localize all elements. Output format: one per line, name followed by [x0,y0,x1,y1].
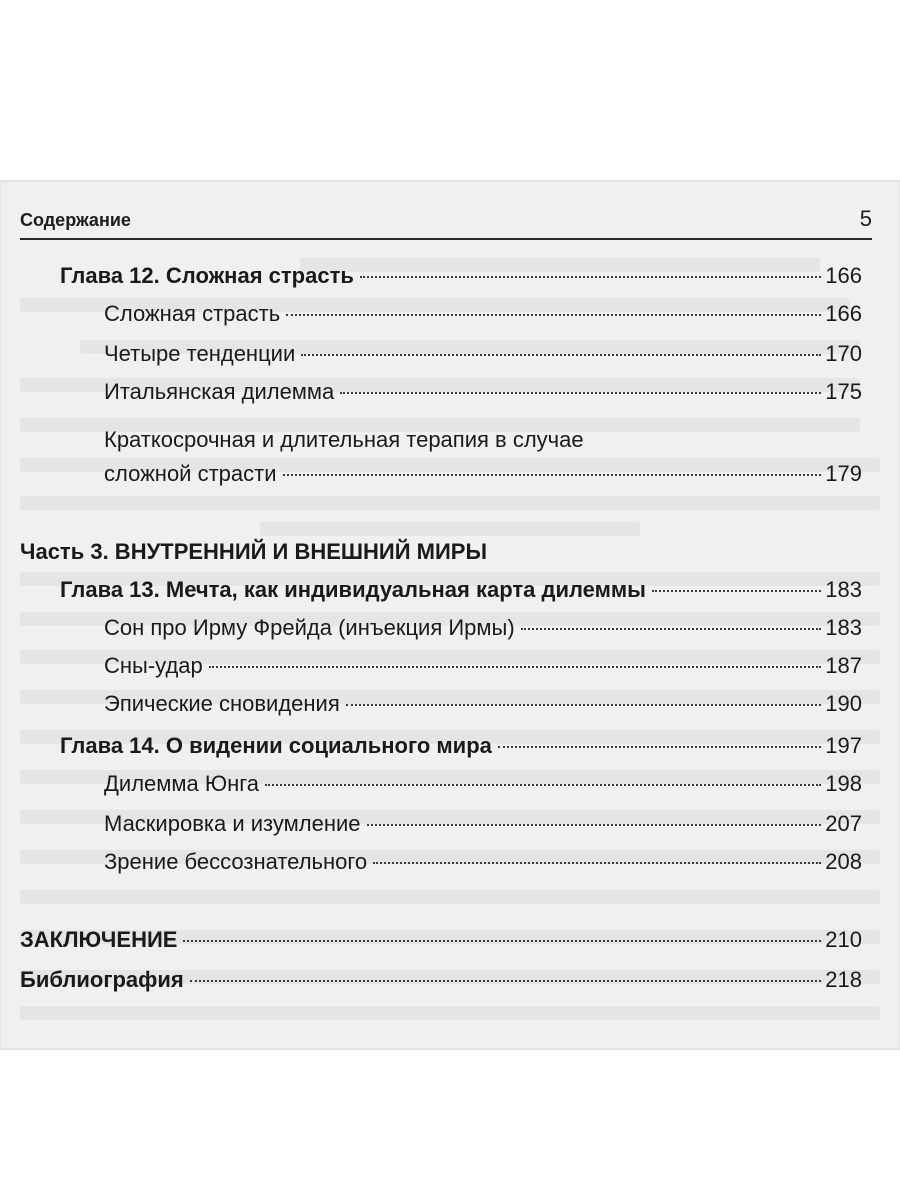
dot-leader [373,862,821,864]
toc-entry-label: Глава 13. Мечта, как индивидуальная карта дилеммы [60,577,646,602]
toc-entry-page: 210 [825,927,862,952]
toc-entry-label: Зрение бессознательного [104,849,368,874]
dot-leader [301,354,821,356]
toc-entry-label: Сны-удар [104,653,203,678]
dot-leader [346,704,822,706]
toc-entry-page: 197 [825,733,862,758]
toc-entry-page: 218 [825,967,862,992]
toc-entry-page: 187 [825,653,862,678]
dot-leader [652,590,821,592]
toc-item[interactable] [104,614,862,642]
dot-leader [340,392,821,394]
dot-leader [183,940,821,942]
toc-entry-label: сложной страсти [104,461,277,486]
toc-entry-label: Библиография [20,967,184,992]
dot-leader [367,824,822,826]
toc-entry-label: Сон про Ирму Фрейда (инъекция Ирмы) [104,615,515,640]
toc-item[interactable] [104,848,862,876]
toc-entry-page: 183 [825,577,862,602]
dot-leader [190,980,822,982]
toc-entry-label: Эпические сновидения [104,691,340,716]
toc-item[interactable] [104,770,862,798]
toc-item[interactable] [104,340,862,368]
toc-entry-page: 190 [825,691,862,716]
running-head-title: Содержание [20,210,131,230]
toc-chapter-14[interactable] [60,732,862,760]
toc-entry-page: 175 [825,379,862,404]
toc-entry-label: Итальянская дилемма [104,379,335,404]
toc-entry-page: 166 [825,301,862,326]
toc-entry-page: 198 [825,771,862,796]
toc-chapter-13[interactable] [60,576,862,604]
toc-entry-page: 166 [825,263,862,288]
toc-entry-page: 179 [825,461,862,486]
toc-part-3-heading[interactable]: Часть 3. ВНУТРЕННИЙ И ВНЕШНИЙ МИРЫ [20,539,488,564]
dot-leader [209,666,822,668]
dot-leader [286,314,821,316]
dot-leader [283,474,822,476]
toc-chapter-12[interactable] [60,262,862,290]
toc-entry-page: 183 [825,615,862,640]
toc-bibliography[interactable] [20,966,862,994]
toc-entry-label: Четыре тенденции [104,341,296,366]
toc-entry-label: Дилемма Юнга [104,771,260,796]
toc-entry-label: ЗАКЛЮЧЕНИЕ [20,927,178,952]
dot-leader [360,276,821,278]
dot-leader [498,746,821,748]
toc-entry-page: 208 [825,849,862,874]
toc-item[interactable] [104,810,862,838]
running-head-page-number: 5 [859,206,872,231]
toc-entry-label: Маскировка и изумление [104,811,361,836]
dot-leader [265,784,821,786]
toc-item[interactable] [104,378,862,406]
toc-entry-page: 170 [825,341,862,366]
toc-conclusion[interactable] [20,926,862,954]
toc-entry-label: Глава 14. О видении социального мира [60,733,492,758]
dot-leader [521,628,822,630]
toc-item[interactable] [104,300,862,328]
toc-item[interactable] [104,460,862,488]
toc-entry-label: Сложная страсть [104,301,281,326]
toc-entry-page: 207 [825,811,862,836]
toc-item[interactable] [104,690,862,718]
toc-item[interactable] [104,652,862,680]
toc-item-first-line[interactable]: Краткосрочная и длительная терапия в случае [104,427,584,452]
toc-entry-label: Глава 12. Сложная страсть [60,263,354,288]
